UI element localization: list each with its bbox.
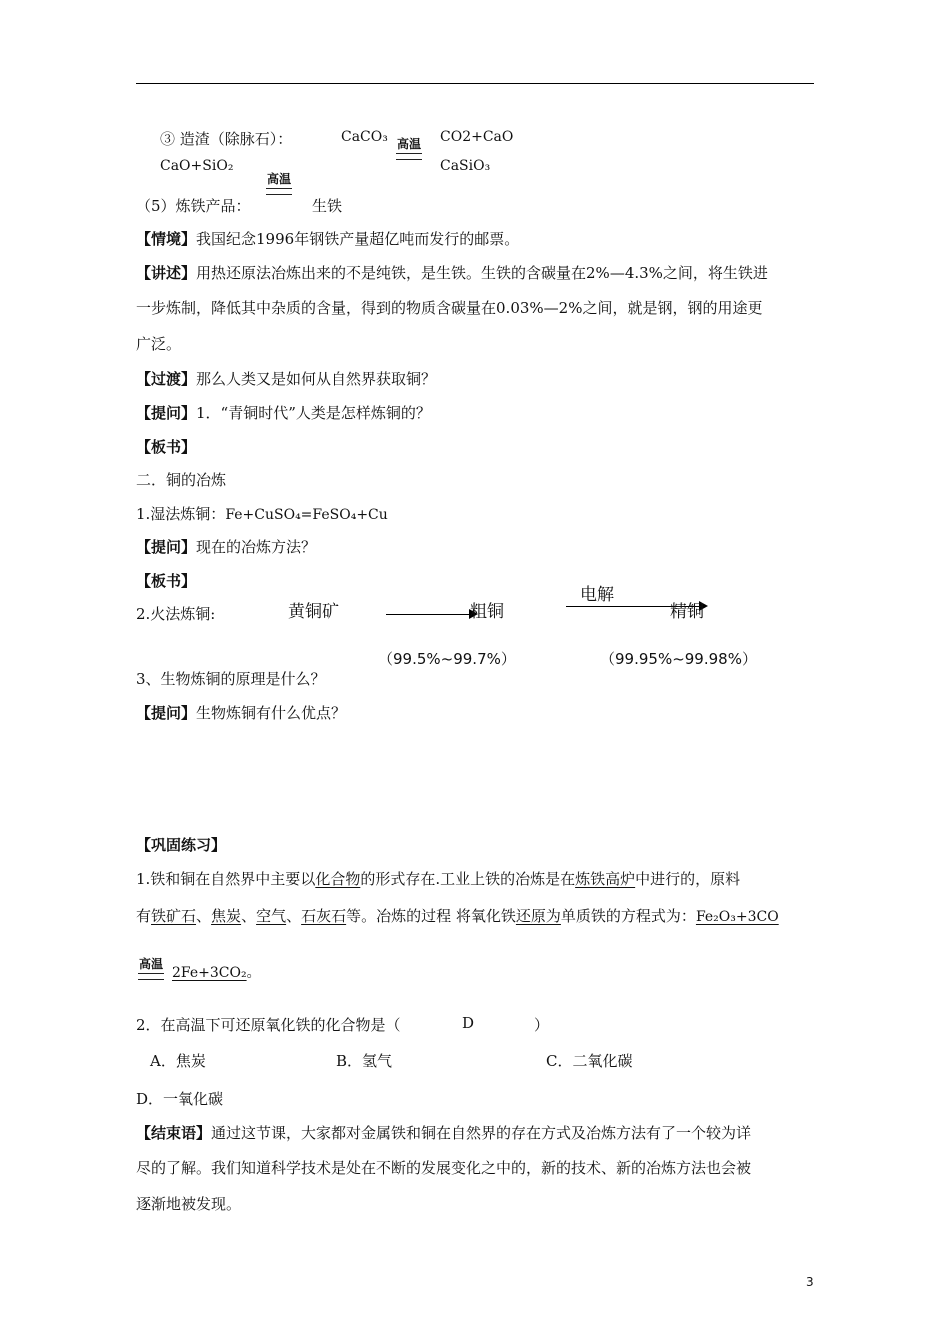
practice-q2-option-c: C．二氧化碳 — [546, 1052, 633, 1070]
crude-copper-label: 粗铜 — [470, 602, 504, 622]
equals-sign — [266, 188, 292, 195]
question-text: 现在的冶炼方法？ — [196, 538, 317, 556]
q1-text: 等。冶炼的过程 将氧化铁 — [346, 907, 516, 925]
question-tag: 【提问】 — [136, 704, 197, 722]
q1-text: 1.铁和铜在自然界中主要以 — [136, 870, 316, 888]
question-text: 1．“青铜时代”人类是怎样炼铜的？ — [196, 404, 431, 422]
q1-text: 、 — [196, 907, 212, 925]
question-paragraph — [136, 702, 346, 723]
page-number: 3 — [806, 1275, 814, 1289]
refined-copper-label: 精铜 — [670, 602, 704, 622]
question-paragraph — [136, 402, 431, 423]
high-temp-condition — [136, 955, 166, 980]
equals-sign — [396, 153, 422, 160]
ore-label: 黄铜矿 — [288, 602, 339, 622]
q1-blank: 石灰石 — [301, 907, 347, 925]
q1-blank: 空气 — [256, 907, 287, 925]
scene-paragraph — [136, 228, 519, 249]
board-tag: 【板书】 — [136, 572, 197, 590]
practice-q1-line-1 — [136, 868, 740, 889]
header-rule — [136, 83, 814, 84]
practice-q2-stem: 2．在高温下可还原氧化铁的化合物是（ — [136, 1016, 401, 1034]
section-title: 二．铜的冶炼 — [136, 471, 227, 489]
practice-q2-option-b: B．氢气 — [336, 1052, 393, 1070]
slag-label: ③ 造渣（除脉石）： — [160, 130, 293, 148]
transition-tag: 【过渡】 — [136, 370, 197, 388]
product-value: 生铁 — [312, 197, 343, 215]
practice-q1-line-3 — [172, 962, 261, 982]
q1-text: 单质铁的方程式为： — [560, 907, 696, 925]
q1-text: 、 — [286, 907, 302, 925]
practice-q2-close: ） — [534, 1016, 550, 1034]
bio-question: 3、生物炼铜的原理是什么？ — [136, 670, 326, 688]
question-paragraph — [136, 536, 316, 557]
q1-blank: 还原为 — [515, 907, 561, 925]
transition-text: 那么人类又是如何从自然界获取铜？ — [196, 370, 437, 388]
conclusion-line-3: 逐渐地被发现。 — [136, 1195, 242, 1213]
conclusion-line-1 — [136, 1122, 751, 1143]
condition-label: 高温 — [396, 137, 421, 151]
q1-blank: 炼铁高炉 — [575, 870, 636, 888]
high-temp-condition — [394, 135, 424, 160]
transition-paragraph — [136, 368, 436, 389]
crude-purity: （99.5%~99.7%） — [378, 650, 516, 668]
wet-method-line — [136, 503, 388, 524]
practice-q2-answer: D — [462, 1014, 475, 1032]
product-label: （5）炼铁产品： — [136, 197, 251, 215]
q1-text: 。 — [246, 965, 261, 981]
arrow-icon — [386, 614, 476, 615]
q1-blank: 焦炭 — [211, 907, 242, 925]
practice-q2-option-d: D．一氧化碳 — [136, 1090, 224, 1108]
fire-method-label: 2.火法炼铜: — [136, 605, 216, 623]
q1-blank: 2Fe+3CO₂ — [172, 965, 247, 981]
slag-eq2-right: CaSiO₃ — [440, 158, 491, 174]
refined-purity: （99.95%~99.98%） — [600, 650, 757, 668]
high-temp-condition — [264, 170, 294, 195]
q1-text: 有 — [136, 907, 152, 925]
practice-tag: 【巩固练习】 — [136, 836, 227, 854]
q1-blank: Fe₂O₃+3CO — [695, 909, 779, 925]
scene-text: 我国纪念1996年钢铁产量超亿吨而发行的邮票。 — [196, 230, 520, 248]
question-text: 生物炼铜有什么优点？ — [196, 704, 347, 722]
lecture-tag: 【讲述】 — [136, 264, 197, 282]
q1-text: 、 — [241, 907, 257, 925]
slag-eq1-right: CO2+CaO — [440, 129, 514, 145]
equals-sign — [138, 973, 164, 980]
lecture-text: 用热还原法冶炼出来的不是纯铁，是生铁。生铁的含碳量在2%—4.3%之间，将生铁进 — [196, 264, 768, 282]
conclusion-text: 通过这节课，大家都对金属铁和铜在自然界的存在方式及冶炼方法有了一个较为详 — [211, 1124, 752, 1142]
q1-text: 的形式存在.工业上铁的冶炼是在 — [360, 870, 576, 888]
scene-tag: 【情境】 — [136, 230, 197, 248]
slag-eq1-left: CaCO₃ — [341, 129, 388, 145]
board-tag: 【板书】 — [136, 438, 197, 456]
question-tag: 【提问】 — [136, 404, 197, 422]
q1-blank: 化合物 — [315, 870, 361, 888]
wet-method-label: 1.湿法炼铜： — [136, 505, 226, 523]
practice-q1-line-2 — [136, 905, 779, 926]
lecture-line-3: 广泛。 — [136, 335, 182, 353]
conclusion-tag: 【结束语】 — [136, 1124, 212, 1142]
condition-label: 高温 — [138, 957, 163, 971]
condition-label: 高温 — [266, 172, 291, 186]
lecture-line-2: 一步炼制，降低其中杂质的含量，得到的物质含碳量在0.03%—2%之间，就是钢，钢的用途更 — [136, 299, 763, 317]
conclusion-line-2: 尽的了解。我们知道科学技术是处在不断的发展变化之中的，新的技术、新的冶炼方法也会被 — [136, 1159, 752, 1177]
q1-blank: 铁矿石 — [151, 907, 197, 925]
practice-q2-option-a: A．焦炭 — [150, 1052, 206, 1070]
wet-method-equation: Fe+CuSO₄=FeSO₄+Cu — [225, 507, 388, 523]
electrolysis-label: 电解 — [580, 585, 614, 605]
lecture-line-1 — [136, 262, 768, 283]
question-tag: 【提问】 — [136, 538, 197, 556]
slag-eq2-left: CaO+SiO₂ — [160, 158, 234, 174]
q1-text: 中进行的，原料 — [635, 870, 741, 888]
